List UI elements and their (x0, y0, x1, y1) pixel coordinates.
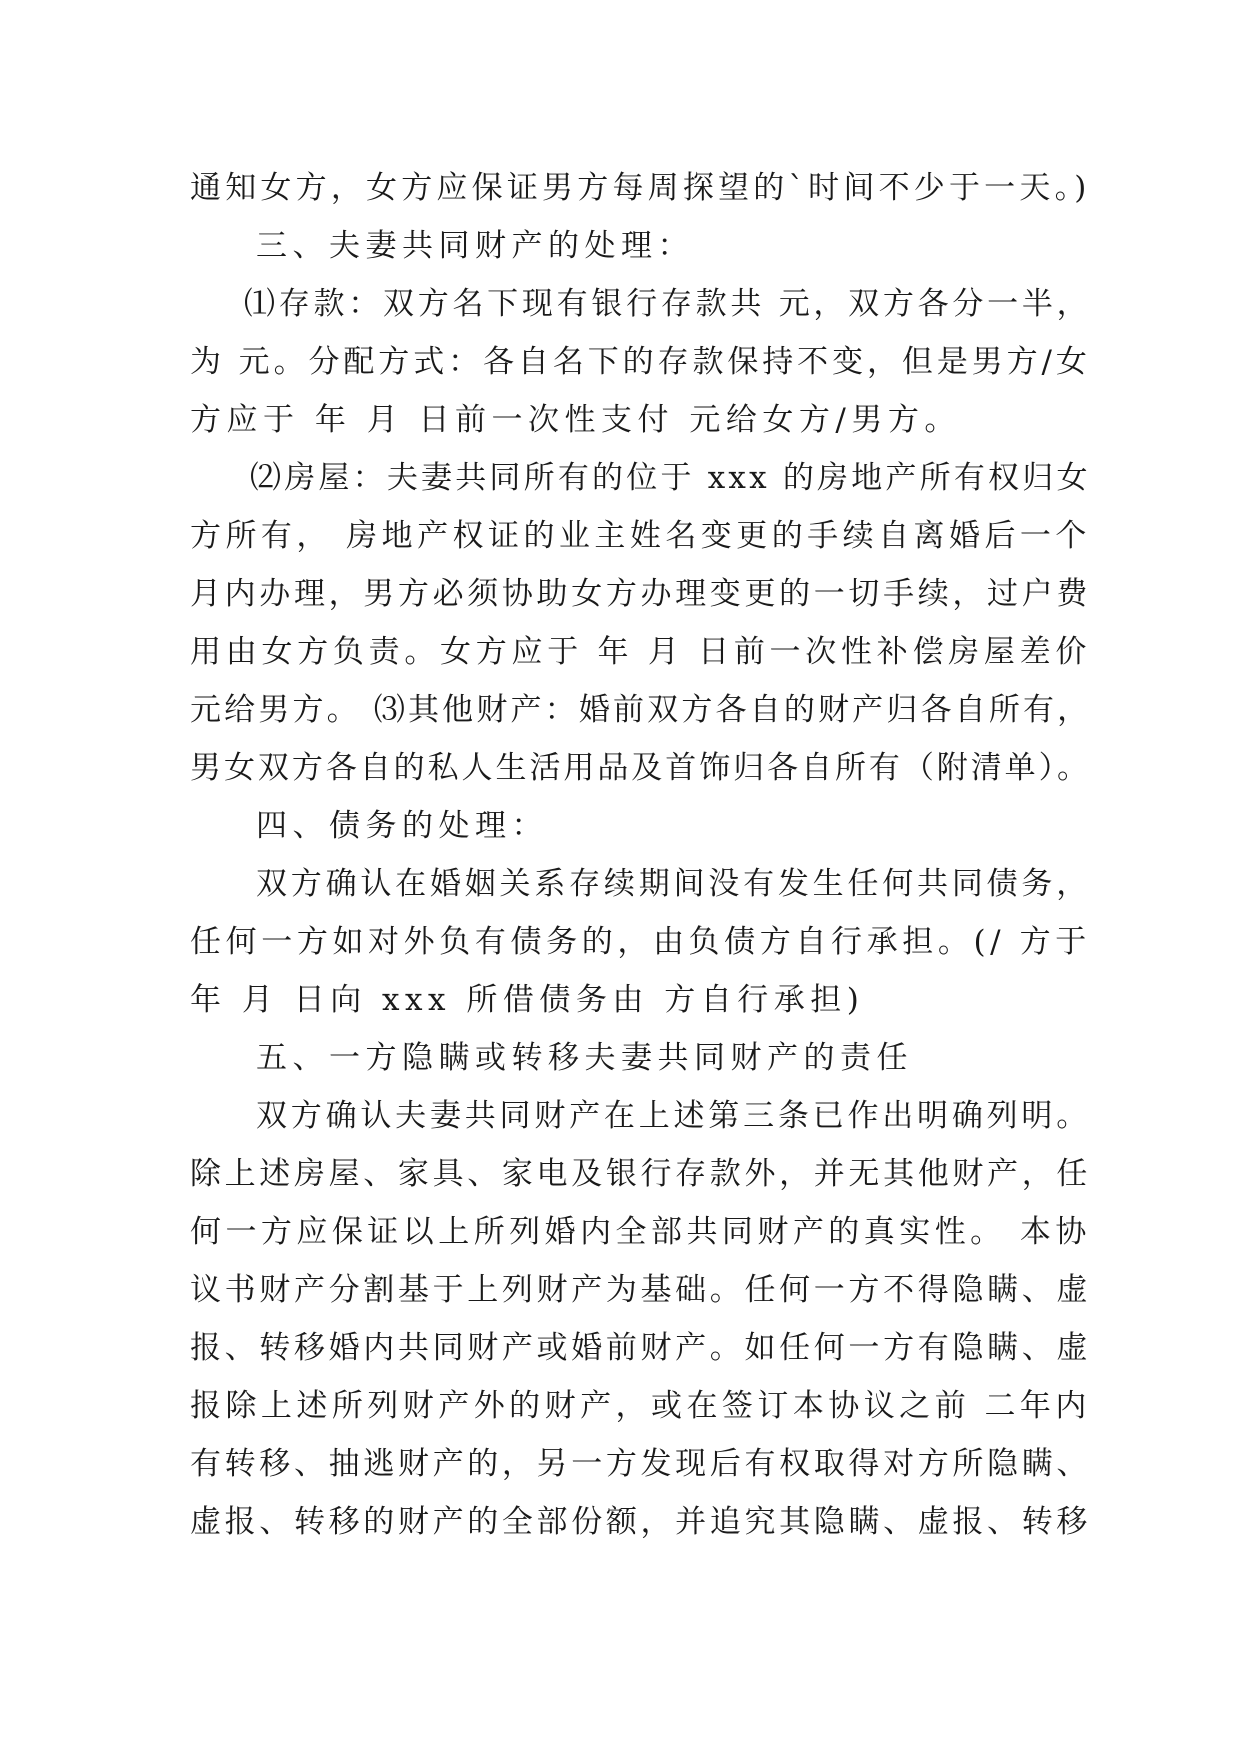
text-line: 用由女方负责。女方应于 年 月 日前一次性补偿房屋差价 (190, 634, 1092, 670)
text-line: 任何一方如对外负有债务的，由负债方自行承担。(/ 方于 (190, 924, 1091, 960)
text-line: 月内办理，男方必须协助女方办理变更的一切手续，过户费 (190, 576, 1091, 612)
text-line: 元给男方。 ⑶其他财产：婚前双方各自的财产归各自所有， (190, 692, 1092, 728)
text-line: 报除上述所列财产外的财产，或在签订本协议之前 二年内 (190, 1388, 1091, 1424)
text-line: 为 元。分配方式：各自名下的存款保持不变，但是男方/女 (190, 344, 1091, 380)
text-line: 双方确认在婚姻关系存续期间没有发生任何共同债务， (256, 866, 1091, 902)
text-line: 方应于 年 月 日前一次性支付 元给女方/男方。 (190, 402, 961, 438)
text-line: 年 月 日向 xxx 所借债务由 方自行承担) (190, 982, 865, 1018)
text-line: 男女双方各自的私人生活用品及首饰归各自所有（附清单）。 (190, 750, 1091, 786)
text-line: 何一方应保证以上所列婚内全部共同财产的真实性。 本协 (190, 1214, 1091, 1250)
text-line: 议书财产分割基于上列财产为基础。任何一方不得隐瞒、虚 (190, 1272, 1091, 1308)
section-heading: 四、债务的处理： (256, 808, 548, 844)
text-line: 虚报、转移的财产的全部份额，并追究其隐瞒、虚报、转移 (190, 1504, 1091, 1540)
section-heading: 三、夫妻共同财产的处理： (256, 228, 694, 264)
text-line: ⑵房屋：夫妻共同所有的位于 xxx 的房地产所有权归女 (250, 460, 1091, 496)
text-line: 除上述房屋、家具、家电及银行存款外，并无其他财产，任 (190, 1156, 1091, 1192)
text-line: 有转移、抽逃财产的，另一方发现后有权取得对方所隐瞒、 (190, 1446, 1091, 1482)
text-line: 通知女方，女方应保证男方每周探望的`时间不少于一天。) (190, 170, 1091, 206)
text-line: 方所有， 房地产权证的业主姓名变更的手续自离婚后一个 (190, 518, 1091, 554)
text-line: 报、转移婚内共同财产或婚前财产。如任何一方有隐瞒、虚 (190, 1330, 1091, 1366)
text-line: ⑴存款：双方名下现有银行存款共 元，双方各分一半， (244, 286, 1092, 322)
section-heading: 五、一方隐瞒或转移夫妻共同财产的责任 (256, 1040, 913, 1076)
text-line: 双方确认夫妻共同财产在上述第三条已作出明确列明。 (256, 1098, 1091, 1134)
